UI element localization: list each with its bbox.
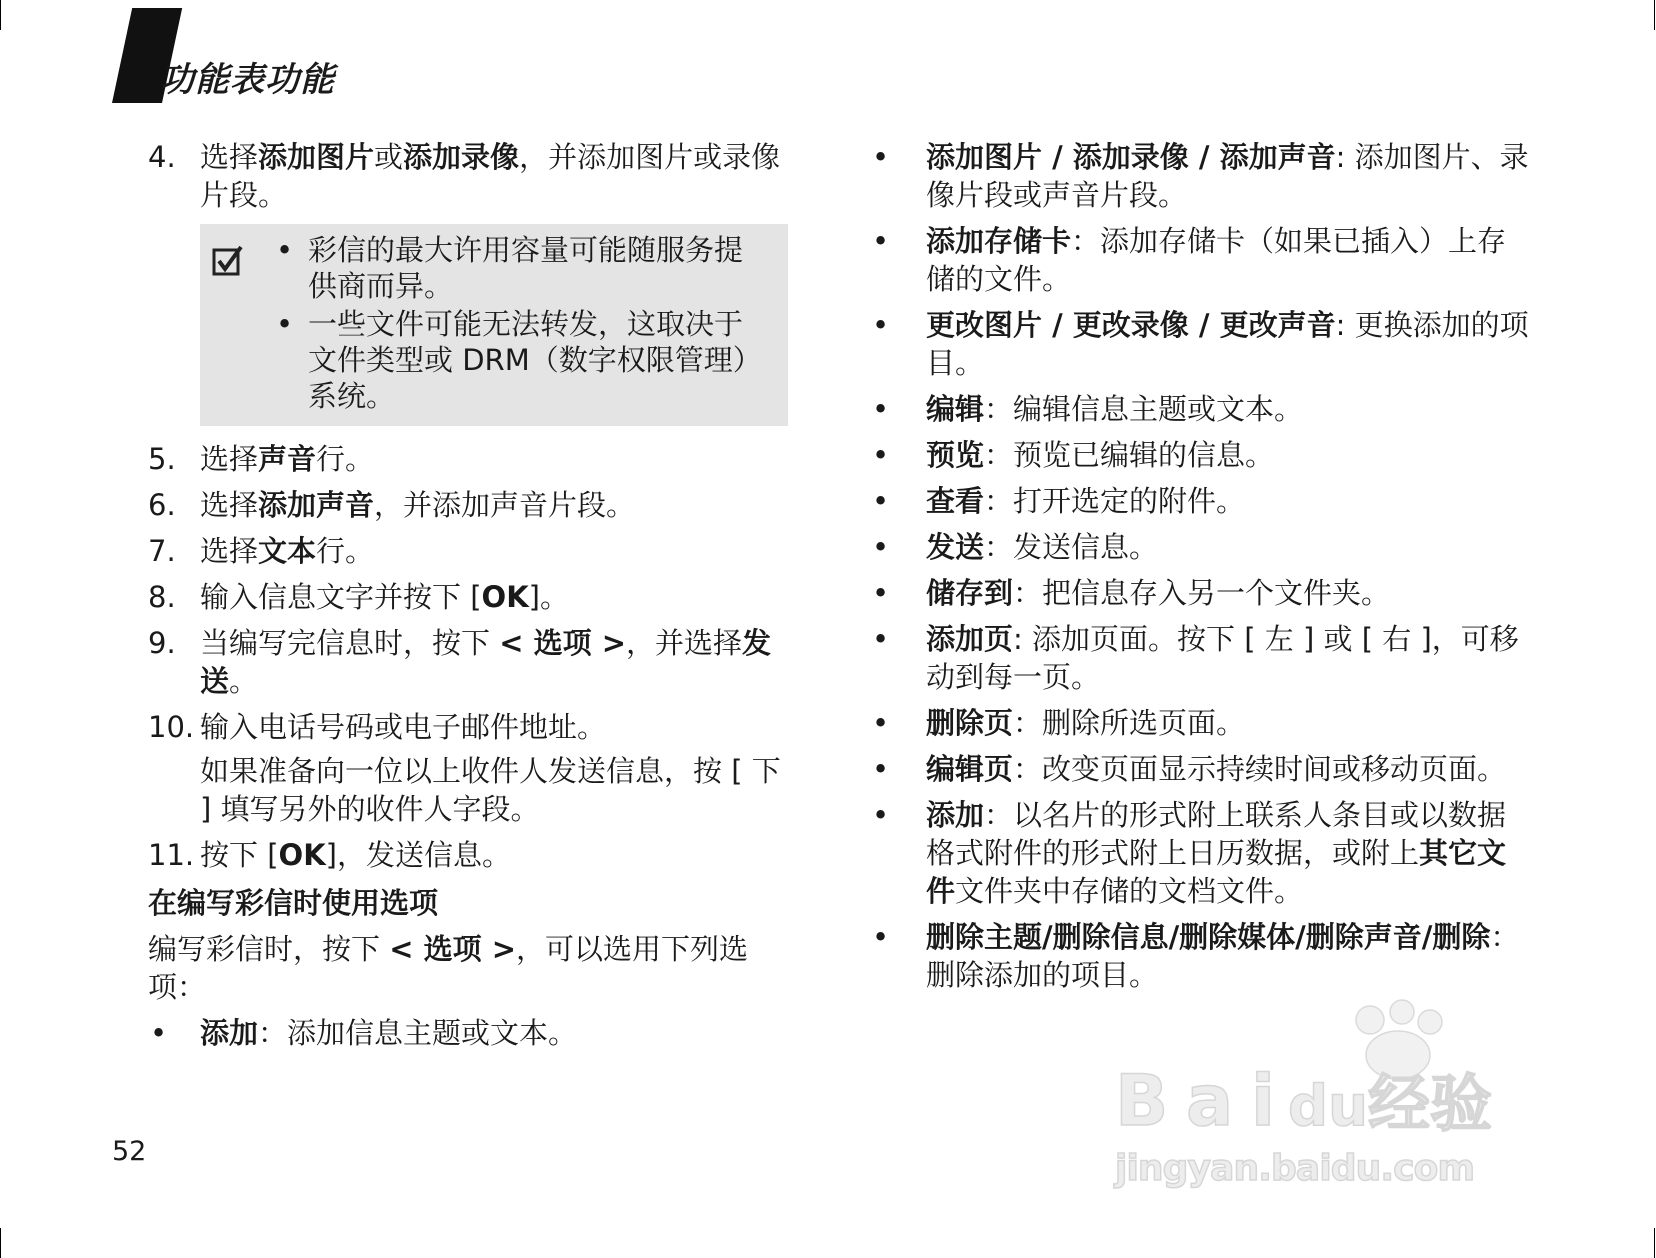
intro-paragraph <box>148 930 788 1006</box>
step-number: 7. <box>148 534 176 568</box>
bullet-item <box>870 620 1530 696</box>
bullet-item <box>870 482 1530 520</box>
step-item <box>148 708 788 746</box>
bullet-item <box>870 750 1530 788</box>
bullet-dot: • <box>872 438 890 472</box>
text-span: 选择 <box>200 534 259 568</box>
bullet-dot: • <box>872 308 890 342</box>
bullet-dot: • <box>872 622 890 656</box>
page-number: 52 <box>112 1136 147 1167</box>
baidu-watermark-logo <box>1115 1000 1570 1200</box>
bold-text: 储存到 <box>926 576 1014 610</box>
text-span: 当编写完信息时，按下 <box>200 626 500 660</box>
text-span: 按下 [ <box>200 838 279 872</box>
bullet-item <box>870 436 1530 474</box>
bold-text: 发送 <box>926 530 985 564</box>
option-list <box>148 1014 788 1052</box>
text-span: 输入信息文字并按下 [ <box>200 580 482 614</box>
step-number: 8. <box>148 580 176 614</box>
watermark-brand: Bai <box>1115 1060 1275 1142</box>
text-span: 。 <box>229 664 259 698</box>
step-number: 11. <box>148 838 195 872</box>
bullet-dot: • <box>872 920 890 954</box>
bullet-item <box>870 390 1530 428</box>
left-column <box>148 138 788 1060</box>
bold-text: 添加录像 <box>403 140 520 174</box>
bullet-dot: • <box>872 392 890 426</box>
text-span: 编写彩信时，按下 <box>148 932 390 966</box>
text-span: ：改变页面显示持续时间或移动页面。 <box>1013 752 1507 786</box>
note-box <box>200 224 788 426</box>
bullet-item <box>148 1014 788 1052</box>
crop-mark <box>1654 1228 1655 1258</box>
text-span: 或 <box>374 140 404 174</box>
step-item <box>148 440 788 478</box>
note-list <box>272 232 770 414</box>
bold-text: OK <box>278 838 326 872</box>
bullet-dot: • <box>872 140 890 174</box>
step-list <box>148 836 788 874</box>
text-span: ：删除所选页面。 <box>1013 706 1246 740</box>
text-span: ，可以选用下列选项： <box>148 932 749 1004</box>
bullet-dot: • <box>872 530 890 564</box>
step-number: 6. <box>148 488 176 522</box>
step-note: 如果准备向一位以上收件人发送信息，按 [ 下 ] 填写另外的收件人字段。 <box>200 754 781 826</box>
bullet-item <box>870 222 1530 298</box>
step-number: 9. <box>148 626 176 660</box>
step-item <box>148 624 788 700</box>
bullet-dot: • <box>872 706 890 740</box>
step-list <box>148 440 788 746</box>
bold-text: 编辑 <box>926 392 985 426</box>
text-span: ]。 <box>528 580 569 614</box>
bold-text: OK <box>481 580 529 614</box>
text-span: 选择 <box>200 488 259 522</box>
bold-text: 添加图片 <box>258 140 375 174</box>
crop-mark <box>0 0 1 30</box>
text-span: ：发送信息。 <box>984 530 1159 564</box>
step-number: 4. <box>148 140 176 174</box>
bullet-item <box>870 138 1530 214</box>
text-span: 行。 <box>316 534 375 568</box>
bullet-item <box>870 528 1530 566</box>
right-column <box>870 138 1530 1002</box>
bold-text: 发送 <box>200 626 772 698</box>
bullet-item <box>870 796 1530 910</box>
text-span: 选择 <box>200 140 259 174</box>
text-span: : 添加页面。按下 [ 左 ] 或 [ 右 ]，可移动到每一页。 <box>926 622 1519 694</box>
watermark-brand2: du <box>1288 1074 1368 1139</box>
bold-text: 查看 <box>926 484 985 518</box>
bullet-dot: • <box>276 233 294 267</box>
bullet-item <box>870 574 1530 612</box>
bold-text: 其它文件 <box>926 836 1507 908</box>
text-span: ，并添加声音片段。 <box>374 488 636 522</box>
step-item <box>148 532 788 570</box>
text-span: ：添加信息主题或文本。 <box>258 1016 578 1050</box>
bold-text: 添加声音 <box>258 488 375 522</box>
text-span: ]，发送信息。 <box>325 838 511 872</box>
option-list <box>870 138 1530 994</box>
bullet-dot: • <box>276 307 294 341</box>
bold-text: < 选项 > <box>499 626 627 660</box>
bullet-dot: • <box>872 224 890 258</box>
bold-text: < 选项 > <box>389 932 517 966</box>
bold-text: 添加页 <box>926 622 1014 656</box>
bold-text: 编辑页 <box>926 752 1014 786</box>
crop-mark <box>0 1228 1 1258</box>
note-item <box>272 306 770 414</box>
step-item <box>148 138 788 214</box>
section-subheading: 在编写彩信时使用选项 <box>148 886 439 920</box>
text-span: 行。 <box>316 442 375 476</box>
text-span: 文件夹中存储的文档文件。 <box>955 874 1304 908</box>
text-span: ，并选择 <box>626 626 743 660</box>
bold-text: 添加图片 / 添加录像 / 添加声音 <box>926 140 1336 174</box>
text-span: ：编辑信息主题或文本。 <box>984 392 1304 426</box>
text-span: 选择 <box>200 442 259 476</box>
bullet-item <box>870 306 1530 382</box>
text-span: ：把信息存入另一个文件夹。 <box>1013 576 1391 610</box>
text-span: ，并添加图片或录像片段。 <box>200 140 781 212</box>
page-title: 功能表功能 <box>160 60 335 100</box>
text-span: ：添加存储卡（如果已插入）上存储的文件。 <box>926 224 1507 296</box>
note-text: 彩信的最大许用容量可能随服务提供商而异。 <box>308 233 744 303</box>
step-item <box>148 836 788 874</box>
bullet-item <box>870 704 1530 742</box>
crop-mark <box>1654 0 1655 30</box>
text-span: : 更换添加的项目。 <box>926 308 1529 380</box>
step-number: 10. <box>148 710 195 744</box>
step-number: 5. <box>148 442 176 476</box>
bullet-dot: • <box>872 576 890 610</box>
text-span: ：以名片的形式附上联系人条目或以数据格式附件的形式附上日历数据，或附上 <box>926 798 1507 870</box>
bullet-dot: • <box>150 1016 168 1050</box>
bold-text: 文本 <box>258 534 317 568</box>
bullet-dot: • <box>872 798 890 832</box>
bold-text: 添加 <box>200 1016 259 1050</box>
text-span: 输入电话号码或电子邮件地址。 <box>200 710 607 744</box>
watermark-url: jingyan.baidu.com <box>1115 1148 1475 1189</box>
step-item <box>148 578 788 616</box>
step-list <box>148 138 788 214</box>
text-span: ：打开选定的附件。 <box>984 484 1246 518</box>
bullet-item <box>870 918 1530 994</box>
checkbox-note-icon <box>212 244 244 276</box>
note-text: 一些文件可能无法转发，这取决于文件类型或 DRM（数字权限管理）系统。 <box>308 307 762 413</box>
bullet-dot: • <box>872 752 890 786</box>
text-span: ：删除添加的项目。 <box>926 920 1520 992</box>
watermark-cn: 经验 <box>1368 1067 1493 1140</box>
step-item <box>148 486 788 524</box>
text-span: : 添加图片、录像片段或声音片段。 <box>926 140 1529 212</box>
bold-text: 删除页 <box>926 706 1014 740</box>
bold-text: 添加 <box>926 798 985 832</box>
bold-text: 预览 <box>926 438 985 472</box>
bold-text: 更改图片 / 更改录像 / 更改声音 <box>926 308 1336 342</box>
bold-text: 添加存储卡 <box>926 224 1072 258</box>
bold-text: 删除主题/删除信息/删除媒体/删除声音/删除 <box>926 920 1491 954</box>
note-item <box>272 232 770 304</box>
text-span: ：预览已编辑的信息。 <box>984 438 1275 472</box>
bullet-dot: • <box>872 484 890 518</box>
bold-text: 声音 <box>258 442 317 476</box>
